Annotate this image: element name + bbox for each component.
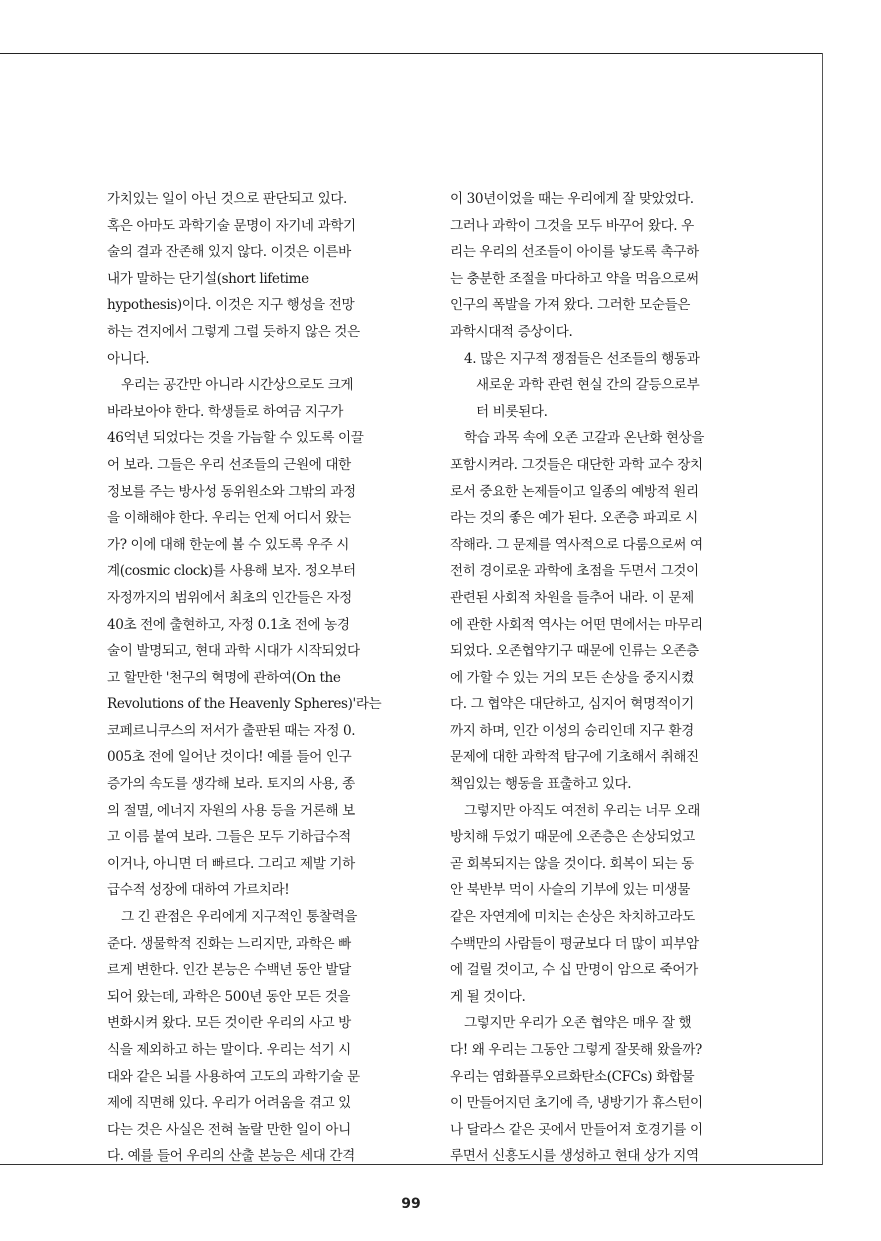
text-line: 정보를 주는 방사성 동위원소와 그밖의 과정 [107,483,356,500]
text-line: 어 보라. 그들은 우리 선조들의 근원에 대한 [107,456,351,473]
text-line: 에 관한 사회적 역사는 어떤 면에서는 마무리 [450,616,703,633]
text-line: 전히 경이로운 과학에 초점을 두면서 그것이 [450,563,699,580]
text-line: 라는 것의 좋은 예가 된다. 오존층 파괴로 시 [450,510,698,527]
text-line: 르게 변한다. 인간 본능은 수백년 동안 발달 [107,962,351,979]
text-line: 에 가할 수 있는 거의 모든 손상을 중지시켰 [450,669,694,686]
bottom-rule [0,1164,822,1165]
numbered-point-line: 4. 많은 지구적 쟁점들은 선조들의 행동과 [464,350,700,367]
text-line: 이거나, 아니면 더 빠르다. 그리고 제발 기하 [107,855,355,872]
top-rule [0,53,822,54]
text-line: 46억년 되었다는 것을 가늠할 수 있도록 이끌 [107,430,364,447]
text-line: 제에 직면해 있다. 우리가 어려움을 겪고 있 [107,1095,351,1112]
text-line: 005초 전에 일어난 것이다! 예를 들어 인구 [107,749,352,766]
text-line: 나 달라스 같은 곳에서 만들어져 호경기를 이 [450,1121,703,1138]
text-line: 까지 하며, 인간 이성의 승리인데 지구 환경 [450,722,694,739]
text-line: 준다. 생물학적 진화는 느리지만, 과학은 빠 [107,935,351,952]
text-line: 급수적 성장에 대하여 가르치라! [107,882,290,899]
text-line: 혹은 아마도 과학기술 문명이 자기네 과학기 [107,217,356,234]
text-line: hypothesis)이다. 이것은 지구 행성을 전망 [107,297,355,314]
paragraph-start-line: 우리는 공간만 아니라 시간상으로도 크게 [121,377,354,394]
text-line: 고 이름 붙여 보라. 그들은 모두 기하급수적 [107,829,351,846]
text-line: 로서 중요한 논제들이고 일종의 예방적 원리 [450,483,699,500]
text-line: 곧 회복되지는 않을 것이다. 회복이 되는 동 [450,855,694,872]
text-line: 40초 전에 출현하고, 자정 0.1초 전에 농경 [107,616,350,633]
text-line: 우리는 염화플루오르화탄소(CFCs) 화합물 [450,1068,695,1085]
text-line: 의 절멸, 에너지 자원의 사용 등을 거론해 보 [107,802,355,819]
text-line: 자정까지의 범위에서 최초의 인간들은 자정 [107,589,352,606]
text-line: 되었다. 오존협약기구 때문에 인류는 오존층 [450,643,699,660]
left-column [107,186,397,1170]
paragraph-start-line: 그렇지만 아직도 여전히 우리는 너무 오래 [464,802,701,819]
paragraph-start-line: 그 긴 관점은 우리에게 지구적인 통찰력을 [121,909,358,926]
text-line: 계(cosmic clock)를 사용해 보자. 정오부터 [107,563,356,580]
text-line: 이 30년이었을 때는 우리에게 잘 맞았었다. [450,191,694,207]
text-line: 루면서 신흥도시를 생성하고 현대 상가 지역 [450,1148,699,1165]
text-line: 같은 자연계에 미치는 손상은 차치하고라도 [450,909,695,926]
text-line: 다! 왜 우리는 그동안 그렇게 잘못해 왔을까? [450,1042,702,1058]
text-line: 이 만들어지던 초기에 즉, 냉방기가 휴스턴이 [450,1095,703,1112]
text-line: 내가 말하는 단기설(short lifetime [107,270,309,287]
text-line: 바라보아야 한다. 학생들로 하여금 지구가 [107,403,344,420]
right-margin-rule [822,53,823,1165]
text-line: 책임있는 행동을 표출하고 있다. [450,776,632,793]
text-line: 다는 것은 사실은 전혀 놀랄 만한 일이 아니 [107,1121,351,1138]
text-line: 관련된 사회적 차원을 들추어 내라. 이 문제 [450,589,694,606]
text-line: 는 충분한 조절을 마다하고 약을 먹음으로써 [450,270,699,287]
text-line: 안 북반부 먹이 사슬의 기부에 있는 미생물 [450,882,690,899]
numbered-point-line: 터 비롯된다. [476,403,548,420]
text-line: 인구의 폭발을 가져 왔다. 그러한 모순들은 [450,297,690,314]
text-line: 식을 제외하고 하는 말이다. 우리는 석기 시 [107,1042,351,1058]
text-line: 술의 결과 잔존해 있지 않다. 이것은 이른바 [107,244,351,261]
text-line: 술이 발명되고, 현대 과학 시대가 시작되었다 [107,643,360,660]
text-line: 고 할만한 '천구의 혁명에 관하여(On the [107,669,341,686]
page-number: 99 [401,1196,421,1212]
paragraph-start-line: 그렇지만 우리가 오존 협약은 매우 잘 했 [464,1015,692,1032]
text-line: 수백만의 사람들이 평균보다 더 많이 피부암 [450,935,699,952]
text-line: 대와 같은 뇌를 사용하여 고도의 과학기술 문 [107,1068,360,1085]
text-line: 포함시켜라. 그것들은 대단한 과학 교수 장치 [450,456,703,473]
text-line: Revolutions of the Heavenly Spheres)'라는 [107,696,382,713]
text-line: 가치있는 일이 아닌 것으로 판단되고 있다. [107,191,347,207]
text-line: 그러나 과학이 그것을 모두 바꾸어 왔다. 우 [450,217,694,234]
text-line: 아니다. [107,350,150,367]
paragraph-start-line: 학습 과목 속에 오존 고갈과 온난화 현상을 [464,430,704,447]
text-line: 가? 이에 대해 한눈에 볼 수 있도록 우주 시 [107,536,349,553]
text-line: 변화시켜 왔다. 모든 것이란 우리의 사고 방 [107,1015,351,1032]
text-line: 다. 예를 들어 우리의 산출 본능은 세대 간격 [107,1148,355,1165]
text-line: 을 이해해야 한다. 우리는 언제 어디서 왔는 [107,510,351,527]
text-line: 과학시대적 증상이다. [450,323,573,340]
text-line: 에 걸릴 것이고, 수 십 만명이 암으로 죽어가 [450,962,698,979]
text-line: 리는 우리의 선조들이 아이를 낳도록 촉구하 [450,244,699,261]
right-column [450,186,740,1170]
text-line: 작해라. 그 문제를 역사적으로 다룸으로써 여 [450,536,703,553]
text-line: 증가의 속도를 생각해 보라. 토지의 사용, 종 [107,776,355,793]
text-line: 방치해 두었기 때문에 오존층은 손상되었고 [450,829,695,846]
numbered-point-line: 새로운 과학 관련 현실 간의 갈등으로부 [476,377,700,394]
text-line: 다. 그 협약은 대단하고, 심지어 혁명적이기 [450,696,694,713]
text-line: 문제에 대한 과학적 탐구에 기초해서 취해진 [450,749,699,766]
text-line: 게 될 것이다. [450,988,526,1005]
text-line: 하는 견지에서 그렇게 그럴 듯하지 않은 것은 [107,323,360,340]
text-line: 코페르니쿠스의 저서가 출판된 때는 자정 0. [107,722,356,739]
text-line: 되어 왔는데, 과학은 500년 동안 모든 것을 [107,988,351,1005]
